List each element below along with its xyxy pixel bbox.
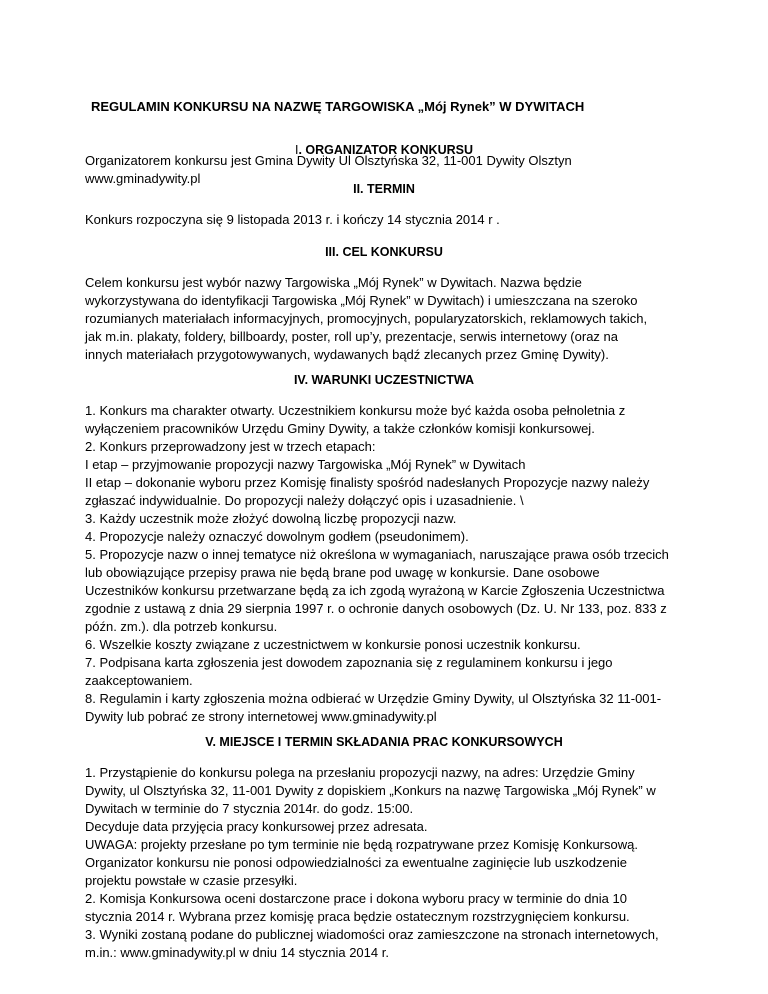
text-line: Uczestników konkursu przetwarzane będą za ich zgodą wyrażoną w Karcie Zgłoszenia Uczestnictwa [85, 583, 665, 598]
section-heading-submission: V. MIEJSCE I TERMIN SKŁADANIA PRAC KONKURSOWYCH [205, 735, 563, 749]
text-line: www.gminadywity.pl [85, 171, 201, 186]
text-line: zgodnie z ustawą z dnia 29 sierpnia 1997 r. o ochronie danych osobowych (Dz. U. Nr 133, poz. 833 z [85, 601, 667, 616]
section-body-submission [85, 764, 705, 962]
section-heading-text: . ORGANIZATOR KONKURSU [298, 143, 474, 157]
section-heading-conditions: IV. WARUNKI UCZESTNICTWA [293, 373, 475, 387]
text-line: 3. Wyniki zostaną podane do publicznej wiadomości oraz zamieszczone na stronach internetowych, [85, 927, 659, 942]
section-body-term [85, 211, 705, 229]
text-line: późn. zm.). dla potrzeb konkursu. [85, 619, 278, 634]
section-heading-term: II. TERMIN [353, 182, 415, 196]
text-line: stycznia 2014 r. Wybrana przez komisję praca będzie ostatecznym rozstrzygnięciem konkursu. [85, 909, 630, 924]
text-line: Dywity lub pobrać ze strony internetowej www.gminadywity.pl [85, 709, 437, 724]
text-line: projektu powstałe w czasie przesyłki. [85, 873, 298, 888]
text-line: zaakceptowaniem. [85, 673, 193, 688]
text-line: 6. Wszelkie koszty związane z uczestnictwem w konkursie ponosi uczestnik konkursu. [85, 637, 581, 652]
text-line: innych materiałach przygotowywanych, wydawanych bądź zlecanych przez Gminę Dywity). [85, 347, 609, 362]
text-line: lub obowiązujące przepisy prawa nie będą brane pod uwagę w konkursie. Dane osobowe [85, 565, 600, 580]
text-line: jak m.in. plakaty, foldery, billboardy, poster, roll up’y, prezentacje, serwis internetowy (oraz na [85, 329, 618, 344]
text-line: UWAGA: projekty przesłane po tym terminie nie będą rozpatrywane przez Komisję Konkursową. [85, 837, 638, 852]
text-line: 7. Podpisana karta zgłoszenia jest dowodem zapoznania się z regulaminem konkursu i jego [85, 655, 613, 670]
text-line: 2. Konkurs przeprowadzony jest w trzech etapach: [85, 439, 376, 454]
text-line: 3. Każdy uczestnik może złożyć dowolną liczbę propozycji nazw. [85, 511, 457, 526]
text-line: I etap – przyjmowanie propozycji nazwy Targowiska „Mój Rynek” w Dywitach [85, 457, 526, 472]
text-line: m.in.: www.gminadywity.pl w dniu 14 stycznia 2014 r. [85, 945, 389, 960]
text-line: wykorzystywana do identyfikacji Targowiska „Mój Rynek” w Dywitach) i umieszczana na szeroko [85, 293, 638, 308]
text-line: Decyduje data przyjęcia pracy konkursowej przez adresata. [85, 819, 428, 834]
document-title: REGULAMIN KONKURSU NA NAZWĘ TARGOWISKA „Mój Rynek” W DYWITACH [91, 99, 585, 114]
text-line: 1. Konkurs ma charakter otwarty. Uczestnikiem konkursu może być każda osoba pełnoletnia z [85, 403, 626, 418]
text-line: Dywitach w terminie do 7 stycznia 2014r. do godz. 15:00. [85, 801, 414, 816]
text-line: 8. Regulamin i karty zgłoszenia można odbierać w Urzędzie Gminy Dywity, ul Olsztyńska 32 11-001- [85, 691, 662, 706]
text-line: II etap – dokonanie wyboru przez Komisję finalisty spośród nadesłanych Propozycje nazwy należy [85, 475, 650, 490]
text-line: wyłączeniem pracowników Urzędu Gminy Dywity, a także członków komisji konkursowej. [85, 421, 595, 436]
text-line: rozumianych materiałach informacyjnych, promocyjnych, popularyzatorskich, reklamowych takich, [85, 311, 648, 326]
text-line: Organizatorem konkursu jest Gmina Dywity Ul Olsztyńska 32, 11-001 Dywity Olsztyn [85, 153, 572, 168]
section-body-goal [85, 274, 705, 364]
text-line: Dywity, ul Olsztyńska 32, 11-001 Dywity z dopiskiem „Konkurs na nazwę Targowiska „Mój Rynek” w [85, 783, 656, 798]
section-body-conditions [85, 402, 705, 726]
text-line: Konkurs rozpoczyna się 9 listopada 2013 r. i kończy 14 stycznia 2014 r . [85, 212, 500, 227]
text-line: Celem konkursu jest wybór nazwy Targowiska „Mój Rynek” w Dywitach. Nazwa będzie [85, 275, 582, 290]
text-line: 5. Propozycje nazw o innej tematyce niż określona w wymaganiach, naruszające prawa osób trzecich [85, 547, 669, 562]
text-line: Organizator konkursu nie ponosi odpowiedzialności za ewentualne zaginięcie lub uszkodzenie [85, 855, 628, 870]
text-line: zgłaszać indywidualnie. Do propozycji należy dołączyć opis i uzasadnienie. \ [85, 493, 524, 508]
text-line: 2. Komisja Konkursowa oceni dostarczone prace i dokona wyboru pracy w terminie do dnia 10 [85, 891, 627, 906]
section-heading-prefix: I [294, 143, 299, 157]
text-line: 1. Przystąpienie do konkursu polega na przesłaniu propozycji nazwy, na adres: Urzędzie Gminy [85, 765, 635, 780]
section-heading-goal: III. CEL KONKURSU [325, 245, 443, 259]
text-line: 4. Propozycje należy oznaczyć dowolnym godłem (pseudonimem). [85, 529, 469, 544]
